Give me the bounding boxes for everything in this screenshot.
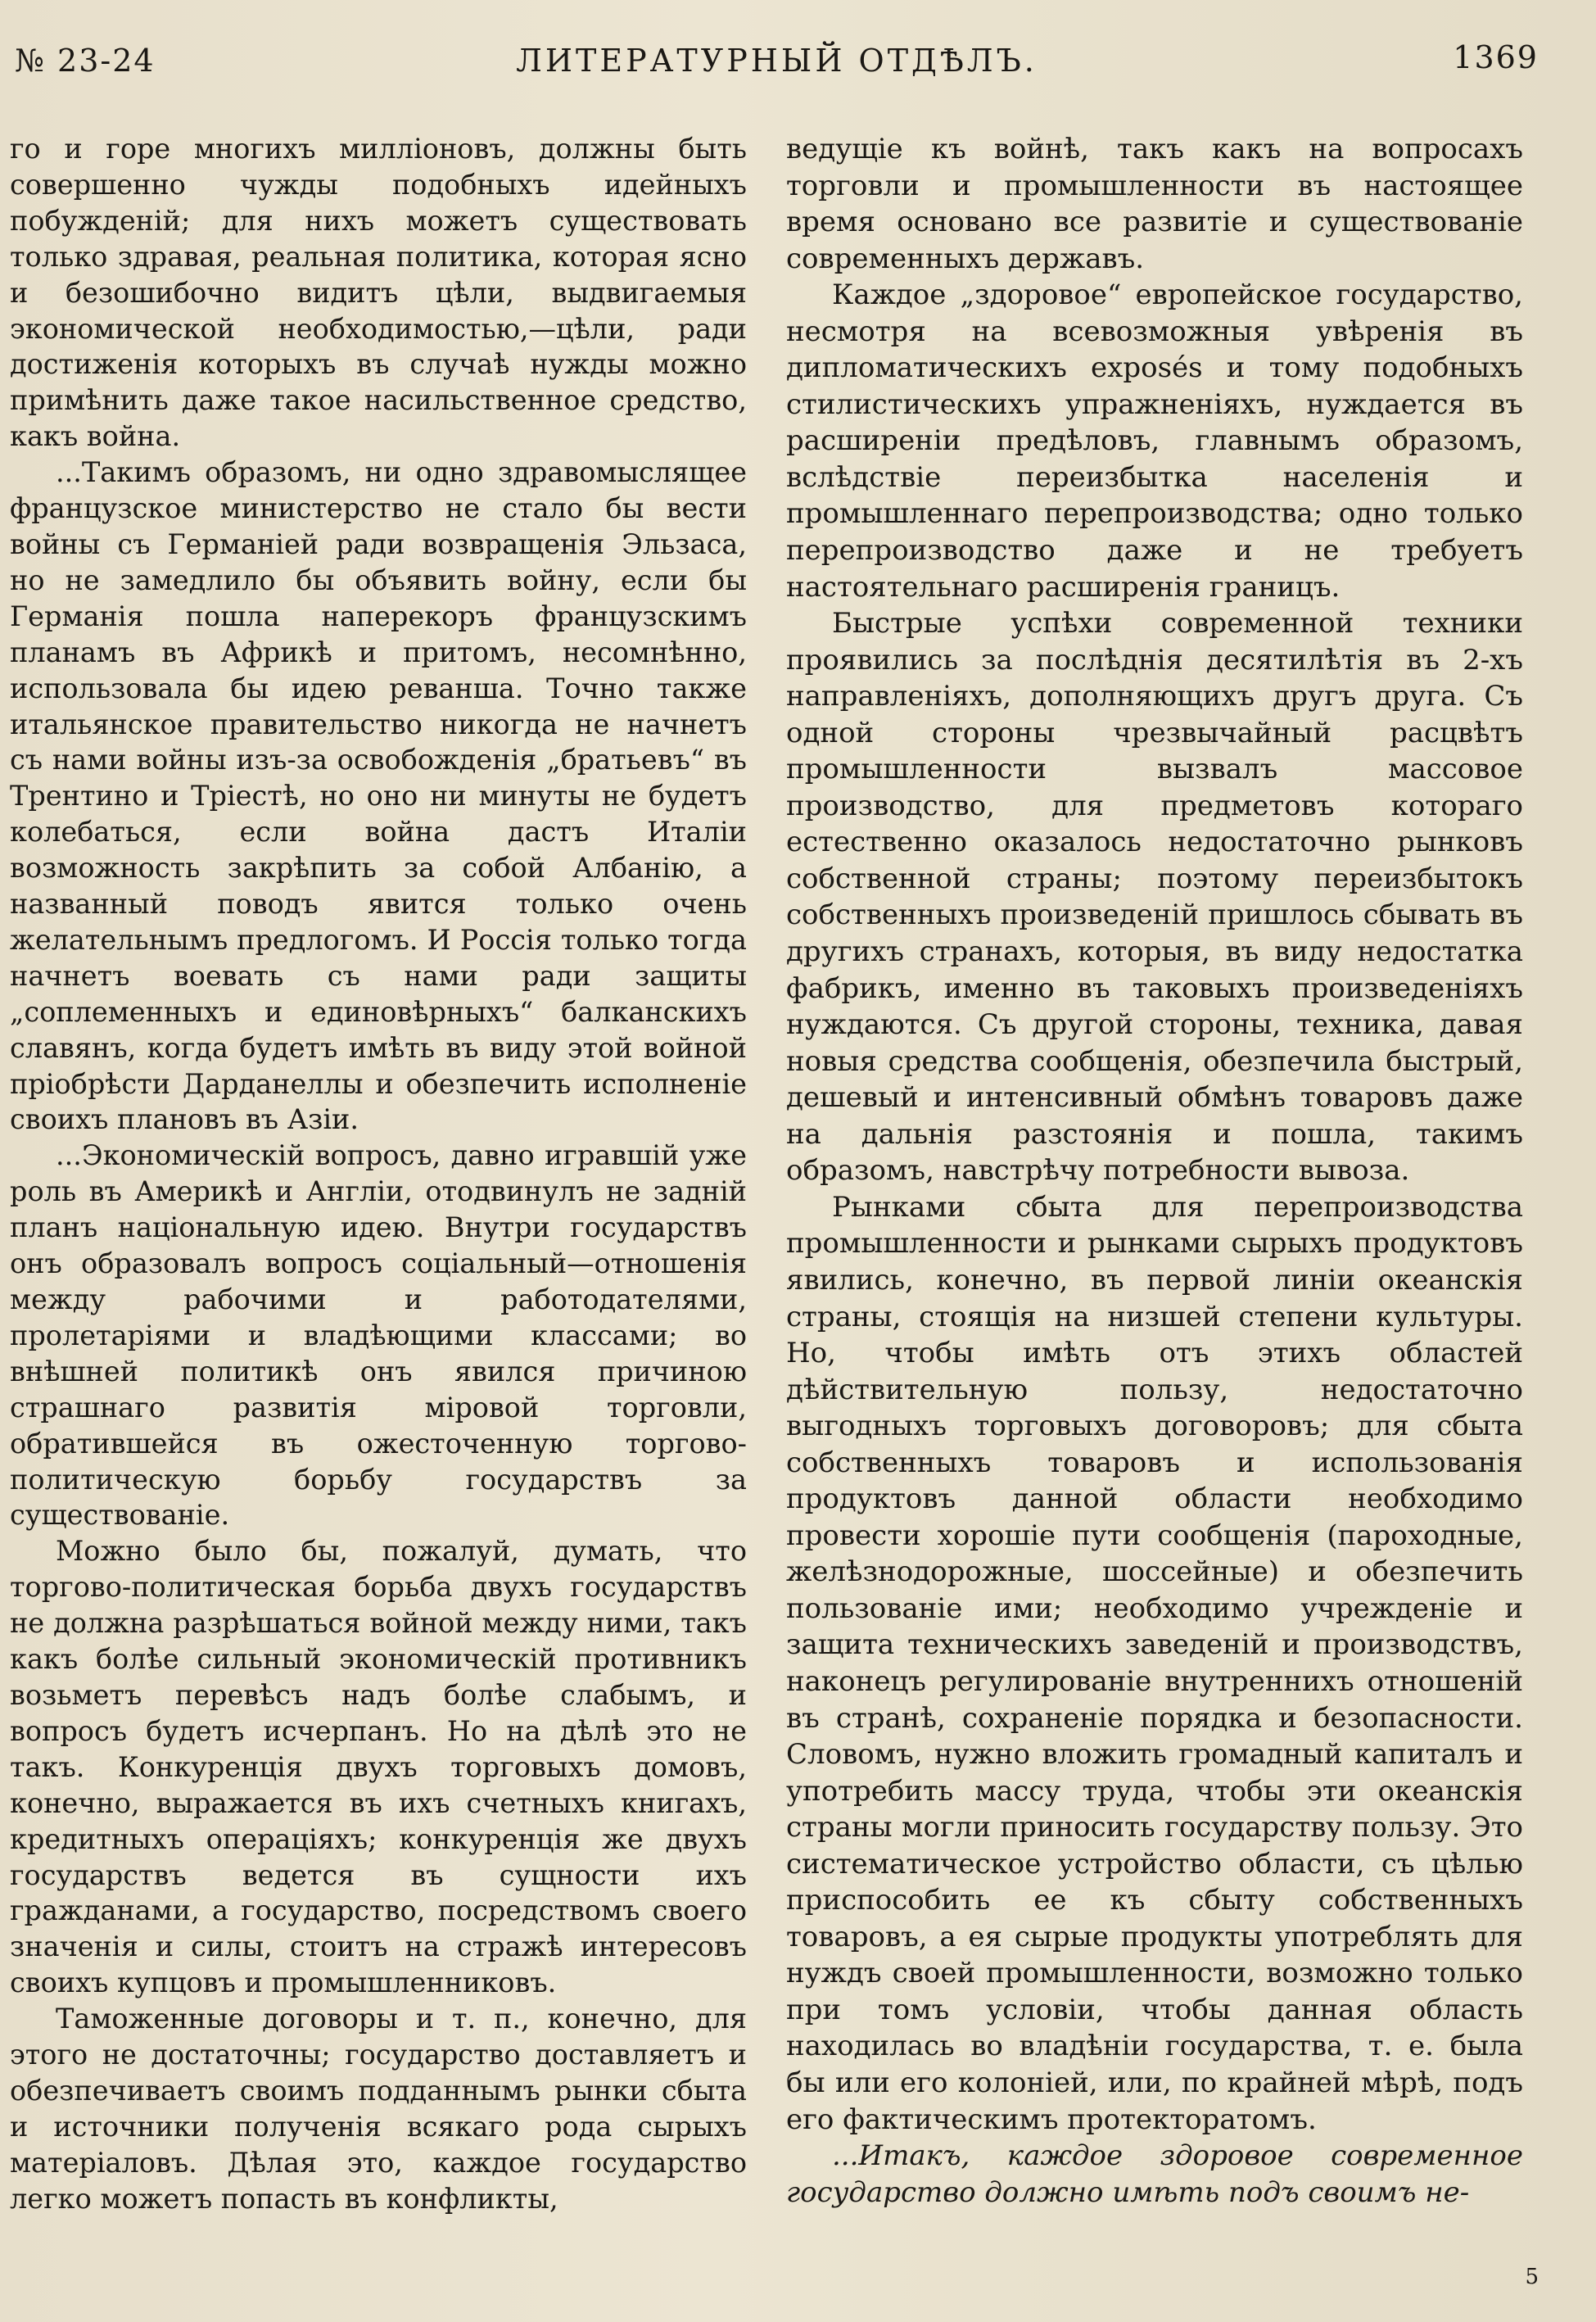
paragraph: Можно было бы, пожалуй, думать, что торгово-политическая борьба двухъ государствъ не должна разрѣшаться войной между ними, такъ какъ болѣе сильный экономическій противникъ возьметъ перевѣсъ надъ болѣе слабымъ, и вопросъ будетъ исчерпанъ. Но на дѣлѣ это не такъ. Конкуренція двухъ торговыхъ домовъ, конечно, выражается въ ихъ счетныхъ книгахъ, кредитныхъ операціяхъ; конкуренція же двухъ государствъ ведется въ сущности ихъ гражданами, а государство, посредствомъ своего значенія и силы, стоитъ на стражѣ интересовъ своихъ купцовъ и промышленниковъ. — [10, 1535, 747, 1999]
paragraph: ведущіе къ войнѣ, такъ какъ на вопросахъ торговли и промышленности въ настоящее время основано все развитіе и существованіе современныхъ державъ. — [786, 133, 1523, 275]
right-column — [786, 131, 1523, 2211]
paragraph-italic: ...Итакъ, каждое здоровое современное государство должно имѣть подъ своимъ не- — [786, 2139, 1523, 2209]
left-column — [10, 131, 747, 2217]
running-header — [15, 39, 1539, 92]
paragraph: Каждое „здоровое“ европейское государство, несмотря на всевозможныя увѣренія въ дипломатическихъ exposés и тому подобныхъ стилистическихъ упражненіяхъ, нуждается въ расширеніи предѣловъ, главнымъ образомъ, вслѣдствіе переизбытка населенія и промышленнаго перепроизводства; одно только перепроизводство даже и не требуетъ настоятельнаго расширенія границъ. — [786, 278, 1523, 604]
text-columns — [10, 131, 1533, 2228]
issue-number: № 23-24 — [15, 43, 156, 79]
section-title: ЛИТЕРАТУРНЫЙ ОТДѢЛЪ. — [516, 43, 1038, 79]
paragraph: Таможенные договоры и т. п., конечно, для этого не достаточны; государство доставляетъ и обезпечиваетъ своимъ подданнымъ рынки сбыта и источники полученія всякаго рода сырыхъ матеріаловъ. Дѣлая это, каждое государство легко можетъ попасть въ конфликты, — [10, 2003, 747, 2215]
paragraph: ...Такимъ образомъ, ни одно здравомыслящее французское министерство не стало бы вести войны съ Германіей ради возвращенія Эльзаса, но не замедлило бы объявить войну, если бы Германія пошла наперекоръ французскимъ планамъ въ Африкѣ и притомъ, несомнѣнно, использовала бы идею реванша. Точно также итальянское правительство никогда не начнетъ съ нами войны изъ-за освобожденія „братьевъ“ въ Трентино и Тріестѣ, но оно ни минуты не будетъ колебаться, если война дастъ Италіи возможность закрѣпить за собой Албанію, а названный поводъ явится только очень желательнымъ предлогомъ. И Россія только тогда начнетъ воевать съ нами ради защиты „соплеменныхъ и единовѣрныхъ“ балканскихъ славянъ, когда будетъ имѣть въ виду этой войной пріобрѣсти Дарданеллы и обезпечить исполненіе своихъ плановъ въ Азіи. — [10, 456, 747, 1136]
page-number: 1369 — [1453, 39, 1539, 75]
paragraph: Быстрые успѣхи современной техники проявились за послѣднія десятилѣтія въ 2-хъ направленіяхъ, дополняющихъ другъ друга. Съ одной стороны чрезвычайный расцвѣтъ промышленности вызвалъ массовое производство, для предметовъ котораго естественно оказалось недостаточно рынковъ собственной страны; поэтому переизбытокъ собственныхъ произведеній пришлось сбывать въ другихъ странахъ, которыя, въ виду недостатка фабрикъ, именно въ таковыхъ произведеніяхъ нуждаются. Съ другой стороны, техника, давая новыя средства сообщенія, обезпечила быстрый, дешевый и интенсивный обмѣнъ товаровъ даже на дальнія разстоянія и пошла, такимъ образомъ, навстрѣчу потребности вывоза. — [786, 607, 1523, 1188]
paragraph: Рынками сбыта для перепроизводства промышленности и рынками сырыхъ продуктовъ явились, конечно, въ первой линіи океанскія страны, стоящія на низшей степени культуры. Но, чтобы имѣть отъ этихъ областей дѣйствительную пользу, недостаточно выгодныхъ торговыхъ договоровъ; для сбыта собственныхъ товаровъ и использованія продуктовъ данной области необходимо провести хорошіе пути сообщенія (пароходные, желѣзнодорожные, шоссейные) и обезпечить пользованіе ими; необходимо учрежденіе и защита техническихъ заведеній и производствъ, наконецъ регулированіе внутреннихъ отношеній въ странѣ, сохраненіе порядка и безопасности. Словомъ, нужно вложить громадный капиталъ и употребить массу труда, чтобы эти океанскія страны могли приносить государству пользу. Это систематическое устройство области, съ цѣлью приспособить ее къ сбыту собственныхъ товаровъ, а ея сырые продукты употреблять для нуждъ своей промышленности, возможно только при томъ условіи, чтобы данная область находилась во владѣніи государства, т. е. была бы или его колоніей, или, по крайней мѣрѣ, подъ его фактическимъ протекторатомъ. — [786, 1190, 1523, 2136]
paragraph: ...Экономическій вопросъ, давно игравшій уже роль въ Америкѣ и Англіи, отодвинулъ не задній планъ національную идею. Внутри государствъ онъ образовалъ вопросъ соціальный—отношенія между рабочими и работодателями, пролетаріями и владѣющими классами; во внѣшней политикѣ онъ явился причиною страшнаго развитія міровой торговли, обратившейся въ ожесточенную торгово-политическую борьбу государствъ за существованіе. — [10, 1139, 747, 1532]
signature-mark: 5 — [1525, 2265, 1539, 2289]
paragraph: го и горе многихъ милліоновъ, должны быть совершенно чужды подобныхъ идейныхъ побужденій; для нихъ можетъ существовать только здравая, реальная политика, которая ясно и безошибочно видитъ цѣли, выдвигаемыя экономической необходимостью,—цѣли, ради достиженія которыхъ въ случаѣ нужды можно примѣнить даже такое насильственное средство, какъ война. — [10, 133, 747, 453]
